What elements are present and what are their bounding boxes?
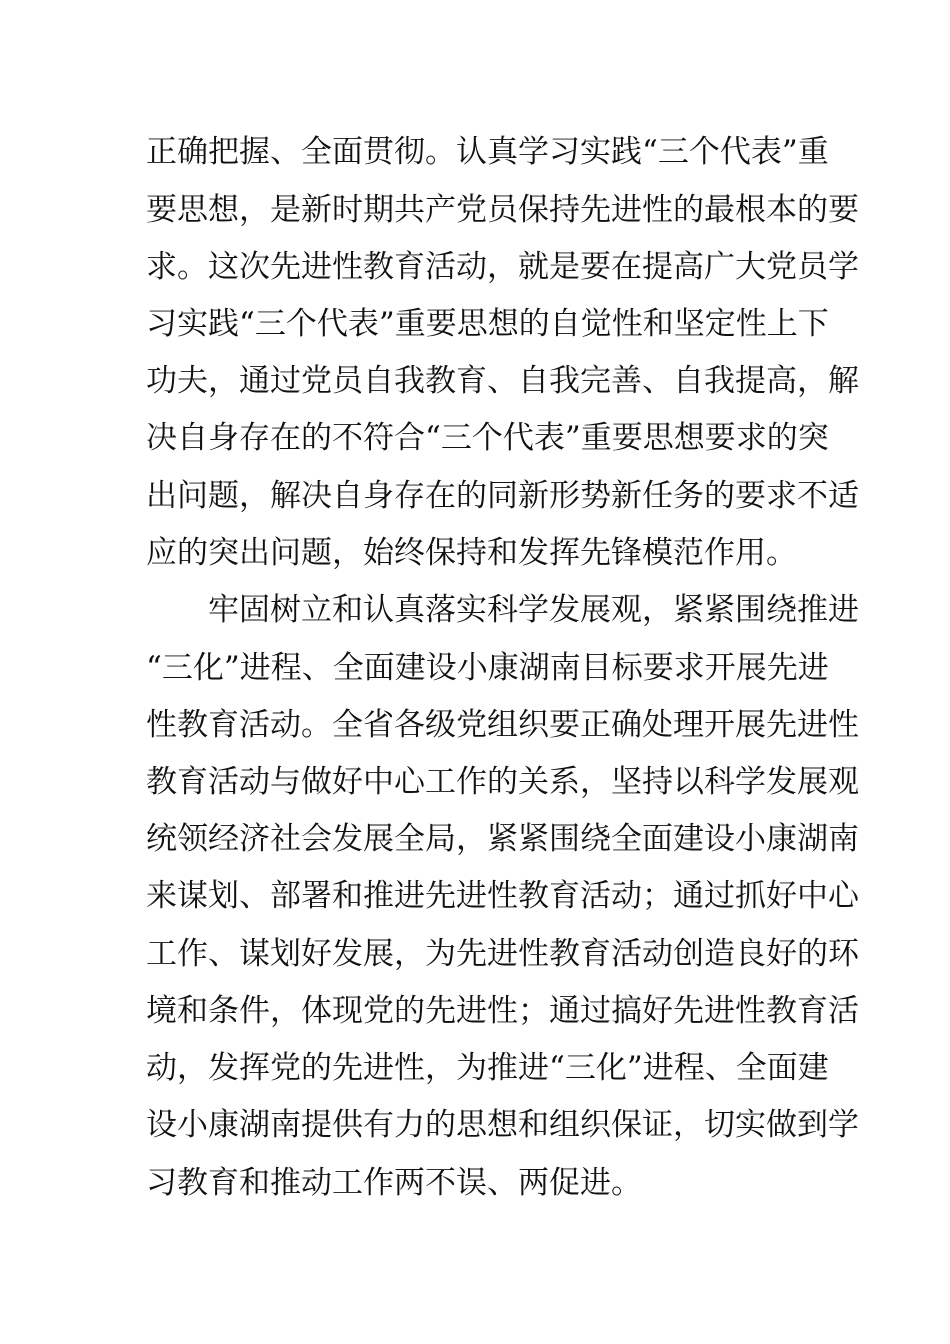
text-line: 习教育和推动工作两不误、两促进。	[146, 1165, 642, 1201]
text-line: 设小康湖南提供有力的思想和组织保证，切实做到学	[146, 1107, 859, 1143]
text-line: 性教育活动。全省各级党组织要正确处理开展先进性	[146, 707, 859, 743]
text-line: 要思想，是新时期共产党员保持先进性的最根本的要	[146, 192, 859, 228]
text-line: 来谋划、部署和推进先进性教育活动；通过抓好中心	[146, 878, 859, 914]
text-line: “三化”进程、全面建设小康湖南目标要求开展先进	[146, 650, 829, 686]
text-line: 牢固树立和认真落实科学发展观，紧紧围绕推进	[208, 592, 859, 628]
text-line: 功夫，通过党员自我教育、自我完善、自我提高，解	[146, 363, 859, 399]
text-line: 境和条件，体现党的先进性；通过搞好先进性教育活	[146, 993, 859, 1029]
text-line: 习实践“三个代表”重要思想的自觉性和坚定性上下	[146, 306, 829, 342]
text-line: 应的突出问题，始终保持和发挥先锋模范作用。	[146, 535, 797, 571]
text-line: 工作、谋划好发展，为先进性教育活动创造良好的环	[146, 936, 859, 972]
text-line: 正确把握、全面贯彻。认真学习实践“三个代表”重	[146, 134, 829, 170]
text-line: 决自身存在的不符合“三个代表”重要思想要求的突	[146, 420, 829, 456]
text-line: 统领经济社会发展全局，紧紧围绕全面建设小康湖南	[146, 821, 859, 857]
text-line: 动，发挥党的先进性，为推进“三化”进程、全面建	[146, 1050, 829, 1086]
text-line: 教育活动与做好中心工作的关系，坚持以科学发展观	[146, 764, 859, 800]
text-line: 求。这次先进性教育活动，就是要在提高广大党员学	[146, 249, 859, 285]
text-line: 出问题，解决自身存在的同新形势新任务的要求不适	[146, 478, 859, 514]
